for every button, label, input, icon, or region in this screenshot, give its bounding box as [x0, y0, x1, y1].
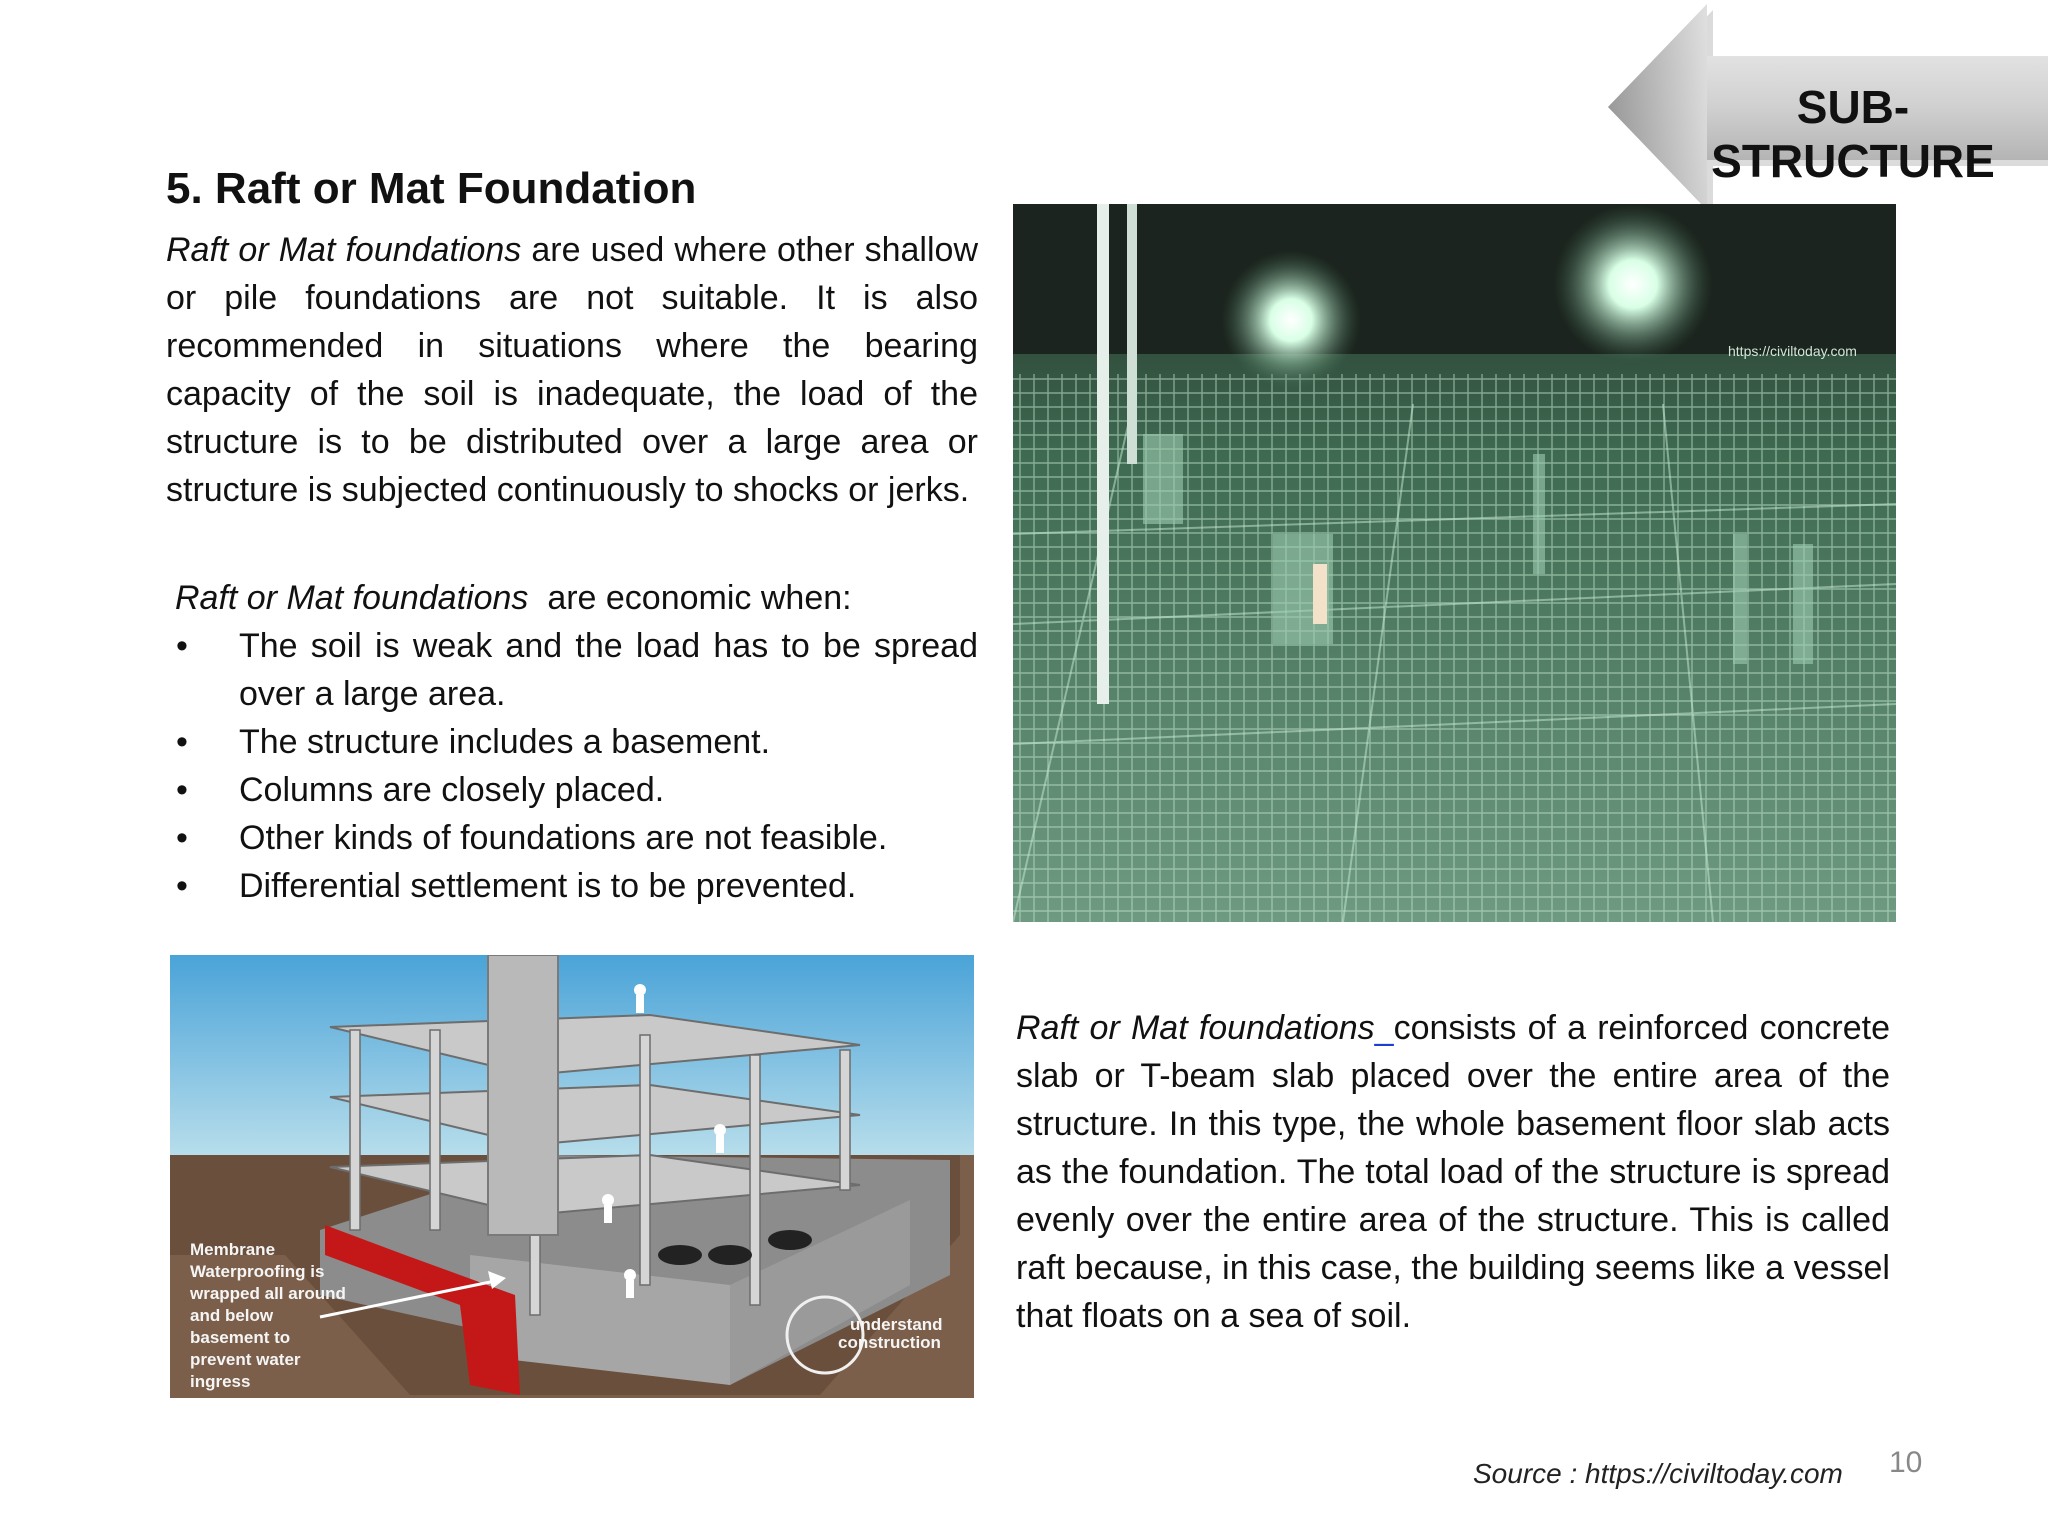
list-item — [166, 766, 978, 814]
diagram-caption-line: and below — [190, 1306, 274, 1325]
diagram-caption-line: wrapped all around — [190, 1284, 346, 1303]
description-text: consists of a reinforced concrete slab or T-beam slab placed over the entire area of the structure. In this type, the whole basement floor slab acts as the foundation. The total load of the structure is spread evenly over the entire area of the structure. This is called raft because, in this case, the building seems like a vessel that floats on a sea of soil. — [1016, 1009, 1890, 1335]
bullet-icon: • — [176, 771, 188, 809]
bullet-icon: • — [176, 819, 188, 857]
page-title: 5. Raft or Mat Foundation — [166, 164, 697, 213]
raft-foundation-diagram — [170, 955, 974, 1398]
description-underscore: _ — [1374, 1009, 1394, 1047]
economic-italic-term: Raft or Mat foundations — [175, 579, 529, 617]
description-paragraph — [1016, 1004, 1890, 1340]
bullet-list — [166, 622, 978, 910]
description-italic-term: Raft or Mat foundations — [1016, 1009, 1375, 1047]
list-item — [166, 718, 978, 766]
raft-foundation-photo — [1013, 204, 1896, 922]
bullet-icon: • — [176, 627, 188, 665]
list-item-text: Differential settlement is to be prevented. — [239, 867, 857, 905]
diagram-caption-line: ingress — [190, 1372, 251, 1391]
diagram-logo-line: construction — [838, 1333, 941, 1352]
source-citation: Source : https://civiltoday.com — [1473, 1458, 1843, 1489]
list-item — [166, 862, 978, 910]
intro-text: are used where other shallow or pile foundations are not suitable. It is also recommended in situations where the bearing capacity of the soil is inadequate, the load of the structure is to be distributed over a large area or structure is subjected continuously to shocks or jerks. — [166, 231, 978, 509]
diagram-logo-line: understand — [850, 1315, 943, 1334]
economic-text: are economic when: — [528, 579, 852, 617]
diagram-caption-line: Waterproofing is — [190, 1262, 325, 1281]
list-item-text: The soil is weak and the load has to be spread over a large area. — [239, 627, 978, 713]
list-item — [166, 814, 978, 862]
bullet-icon: • — [176, 723, 188, 761]
diagram-caption-line: prevent water — [190, 1350, 301, 1369]
intro-paragraph — [166, 226, 978, 514]
economic-heading — [175, 574, 852, 622]
section-banner — [1600, 0, 2048, 210]
list-item-text: Columns are closely placed. — [239, 771, 665, 809]
intro-italic-term: Raft or Mat foundations — [166, 231, 522, 269]
diagram-caption-line: Membrane — [190, 1240, 276, 1259]
banner-title: SUB-STRUCTURE — [1711, 81, 1995, 187]
diagram-caption-line: basement to — [190, 1328, 291, 1347]
list-item-text: The structure includes a basement. — [239, 723, 771, 761]
bullet-icon: • — [176, 867, 188, 905]
page-number: 10 — [1889, 1446, 1923, 1479]
list-item — [166, 622, 978, 718]
list-item-text: Other kinds of foundations are not feasible. — [239, 819, 888, 857]
photo-watermark: https://civiltoday.com — [1728, 343, 1857, 359]
